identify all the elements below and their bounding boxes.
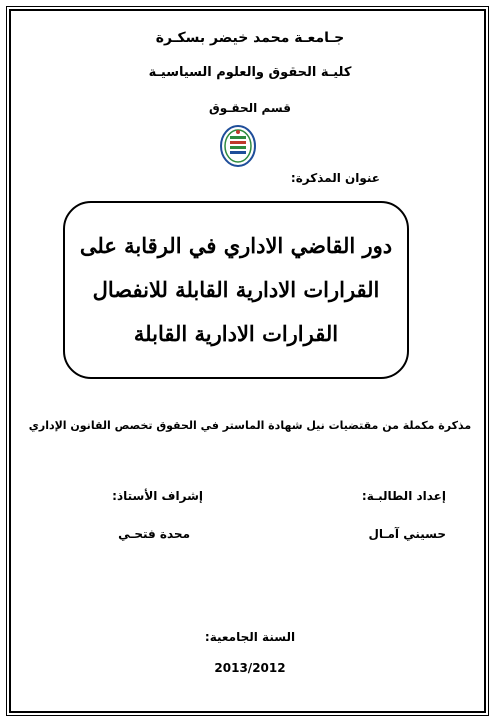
title-line-1: دور القاضي الاداري في الرقابة على bbox=[79, 233, 393, 258]
faculty-name: كليـة الحقوق والعلوم السياسيـة bbox=[148, 65, 352, 80]
title-line-2: القرارات الادارية القابلة للانفصال bbox=[92, 277, 380, 302]
degree-statement: مذكرة مكملة من مقتضيات نيل شهادة الماستر في الحقوق تخصص القانون الإداري bbox=[28, 419, 472, 432]
academic-year-value: 2013/2012 bbox=[214, 661, 286, 675]
prepared-by-label: إعداد الطالبـة: bbox=[361, 489, 446, 503]
university-name: جـامعـة محمد خيضر بسكـرة bbox=[155, 30, 345, 46]
supervisor-name: محدة فتحـي bbox=[118, 527, 190, 541]
memo-title-label: عنوان المذكرة: bbox=[290, 171, 380, 185]
title-box bbox=[63, 201, 409, 379]
supervisor-label: إشراف الأستاذ: bbox=[112, 489, 203, 503]
student-name: حسيني آمـال bbox=[368, 527, 446, 541]
department-name: قسم الحقـوق bbox=[209, 101, 291, 115]
university-logo-icon bbox=[219, 124, 257, 168]
title-line-3: القرارات الادارية القابلة bbox=[133, 321, 339, 346]
academic-year-label: السنة الجامعية: bbox=[204, 630, 296, 644]
